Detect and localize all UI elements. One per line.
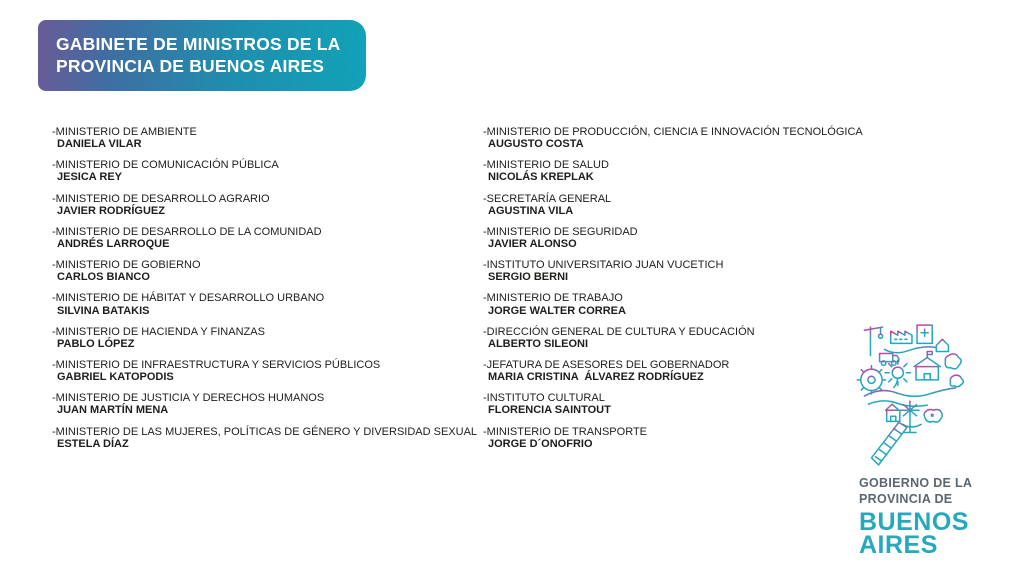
minister-name: JORGE D´ONOFRIO <box>488 437 593 450</box>
minister-name: DANIELA VILAR <box>57 138 142 151</box>
ministry-title: -MINISTERIO DE INFRAESTRUCTURA Y SERVICIOS PÚBLICOS <box>52 358 381 371</box>
ministry-title: -MINISTERIO DE DESARROLLO AGRARIO <box>52 192 270 205</box>
minister-name: AGUSTINA VILA <box>488 204 574 217</box>
ministry-title: -MINISTERIO DE HÁBITAT Y DESARROLLO URBANO <box>52 292 325 305</box>
ministry-title: -MINISTERIO DE PRODUCCIÓN, CIENCIA E INNOVACIÓN TECNOLÓGICA <box>483 126 863 138</box>
cabinet-column-left <box>52 126 478 459</box>
minister-name: PABLO LÓPEZ <box>57 337 135 350</box>
ministry-title: -MINISTERIO DE GOBIERNO <box>52 259 201 272</box>
minister-name: ANDRÉS LARROQUE <box>57 237 170 250</box>
ministry-title: -MINISTERIO DE HACIENDA Y FINANZAS <box>52 325 265 338</box>
minister-name: NICOLÁS KREPLAK <box>488 171 594 184</box>
page-title-line2: PROVINCIA DE BUENOS AIRES <box>56 56 325 76</box>
cabinet-entry <box>483 359 883 383</box>
cabinet-entry <box>483 326 883 350</box>
minister-name: FLORENCIA SAINTOUT <box>488 404 611 417</box>
minister-name: ESTELA DÍAZ <box>57 437 129 450</box>
buenos-aires-province-map-icon <box>852 315 974 471</box>
ministry-title: -INSTITUTO UNIVERSITARIO JUAN VUCETICH <box>483 259 724 272</box>
cabinet-entry <box>52 193 472 217</box>
government-logo <box>852 315 987 559</box>
page-title-line1: GABINETE DE MINISTROS DE LA <box>56 34 341 54</box>
cabinet-entry <box>483 126 883 150</box>
ministry-title: -MINISTERIO DE SALUD <box>483 159 609 172</box>
ministry-title: -SECRETARÍA GENERAL <box>483 192 612 205</box>
ministry-title: -MINISTERIO DE AMBIENTE <box>52 126 197 138</box>
minister-name: JESICA REY <box>57 171 123 184</box>
cabinet-entry <box>483 392 883 416</box>
minister-name: SILVINA BATAKIS <box>57 304 150 317</box>
title-banner <box>38 20 366 91</box>
minister-name: SERGIO BERNI <box>488 271 569 284</box>
cabinet-entry <box>483 193 883 217</box>
ministry-title: -MINISTERIO DE SEGURIDAD <box>483 225 638 238</box>
cabinet-entry <box>52 326 472 350</box>
ministry-title: -MINISTERIO DE TRANSPORTE <box>483 425 648 438</box>
minister-name: ALBERTO SILEONI <box>488 337 589 350</box>
minister-name: CARLOS BIANCO <box>57 271 150 284</box>
ministry-title: -MINISTERIO DE JUSTICIA Y DERECHOS HUMANOS <box>52 392 325 405</box>
ministry-title: -JEFATURA DE ASESORES DEL GOBERNADOR <box>483 358 730 371</box>
logo-brand-line1: BUENOS <box>859 508 969 536</box>
cabinet-entry <box>483 226 883 250</box>
minister-name: JORGE WALTER CORREA <box>488 304 626 317</box>
cabinet-entry <box>52 425 478 450</box>
ministry-title: -INSTITUTO CULTURAL <box>483 392 605 405</box>
ministry-title: -DIRECCIÓN GENERAL DE CULTURA Y EDUCACIÓN <box>483 325 755 338</box>
logo-text-block <box>859 476 989 557</box>
ministry-title: -MINISTERIO DE TRABAJO <box>483 292 623 305</box>
logo-brand-line2: AIRES <box>859 531 938 559</box>
cabinet-entry <box>483 159 883 183</box>
cabinet-entry <box>52 259 472 283</box>
ministry-title: -MINISTERIO DE DESARROLLO DE LA COMUNIDAD <box>52 225 322 238</box>
cabinet-entry <box>52 126 472 150</box>
logo-caption-line1: GOBIERNO DE LA <box>859 476 973 490</box>
minister-name: JAVIER ALONSO <box>488 237 577 250</box>
minister-name: MARIA CRISTINA ÁLVAREZ RODRÍGUEZ <box>488 371 704 384</box>
ministry-title: -MINISTERIO DE LAS MUJERES, POLÍTICAS DE GÉNERO Y DIVERSIDAD SEXUAL <box>52 425 478 438</box>
cabinet-entry <box>52 359 472 383</box>
minister-name: AUGUSTO COSTA <box>488 138 584 151</box>
minister-name: JUAN MARTÍN MENA <box>57 404 169 417</box>
ministry-title: -MINISTERIO DE COMUNICACIÓN PÚBLICA <box>52 159 279 172</box>
cabinet-entry <box>483 259 883 283</box>
cabinet-column-right <box>483 126 883 459</box>
cabinet-entry <box>483 292 883 316</box>
cabinet-entry <box>52 392 472 416</box>
cabinet-entry <box>483 426 883 450</box>
cabinet-entry <box>52 159 472 183</box>
cabinet-entry <box>52 226 472 250</box>
logo-caption-line2: PROVINCIA DE <box>859 491 953 506</box>
minister-name: JAVIER RODRÍGUEZ <box>57 204 165 217</box>
cabinet-entry <box>52 292 472 316</box>
minister-name: GABRIEL KATOPODIS <box>57 371 174 384</box>
